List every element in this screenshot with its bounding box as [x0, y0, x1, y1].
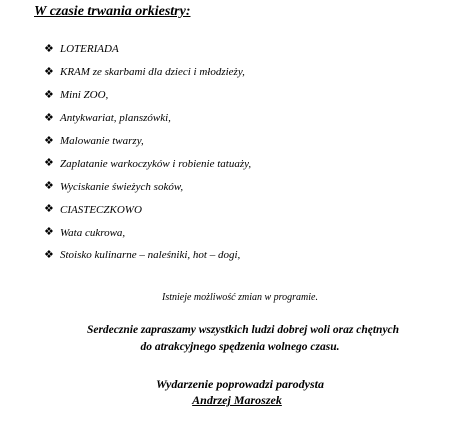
- program-change-note: [0, 292, 472, 303]
- list-item: [44, 221, 251, 244]
- diamond-bullet-icon: ❖: [44, 111, 54, 124]
- list-item: [44, 244, 251, 267]
- list-item-text: Wata cukrowa,: [60, 226, 126, 239]
- list-item: [44, 84, 251, 107]
- diamond-bullet-icon: ❖: [44, 180, 54, 193]
- list-item-text: Stoisko kulinarne – naleśniki, hot – dogi,: [60, 249, 241, 262]
- list-item: [44, 130, 251, 153]
- invitation-line-1: Serdecznie zapraszamy wszystkich ludzi dobrej woli oraz chętnych: [86, 324, 400, 336]
- diamond-bullet-icon: ❖: [44, 88, 54, 101]
- invitation-line-2: do atrakcyjnego spędzenia wolnego czasu.: [140, 341, 340, 353]
- list-item: [44, 175, 251, 198]
- list-item-text: CIASTECZKOWO: [60, 203, 142, 216]
- list-item-text: Antykwariat, planszówki,: [60, 112, 171, 125]
- list-item: [44, 107, 251, 130]
- list-item: [44, 198, 251, 221]
- diamond-bullet-icon: ❖: [44, 134, 54, 147]
- list-item-text: Zaplatanie warkoczyków i robienie tatuaży,: [60, 157, 252, 170]
- host-name: Andrzej Maroszek: [192, 393, 282, 407]
- section-heading: W czasie trwania orkiestry:: [34, 4, 191, 19]
- diamond-bullet-icon: ❖: [44, 157, 54, 170]
- note-text: Istnieje możliwość zmian w programie.: [161, 292, 318, 303]
- list-item-text: LOTERIADA: [60, 43, 119, 56]
- list-item-text: Malowanie twarzy,: [60, 135, 144, 147]
- list-item-text: Wyciskanie świeżych soków,: [60, 180, 184, 193]
- diamond-bullet-icon: ❖: [44, 203, 54, 216]
- diamond-bullet-icon: ❖: [44, 248, 54, 261]
- host-announcement: [0, 376, 472, 408]
- diamond-bullet-icon: ❖: [44, 226, 54, 239]
- host-line: Wydarzenie poprowadzi parodysta: [155, 377, 324, 391]
- list-item-text: KRAM ze skarbami dla dzieci i młodzieży,: [60, 66, 245, 79]
- invitation-text: [0, 322, 472, 356]
- diamond-bullet-icon: ❖: [44, 65, 54, 78]
- list-item-text: Mini ZOO,: [60, 89, 109, 102]
- diamond-bullet-icon: ❖: [44, 42, 54, 55]
- attractions-list: [44, 38, 251, 267]
- list-item: [44, 152, 251, 175]
- list-item: [44, 38, 251, 61]
- list-item: [44, 61, 251, 84]
